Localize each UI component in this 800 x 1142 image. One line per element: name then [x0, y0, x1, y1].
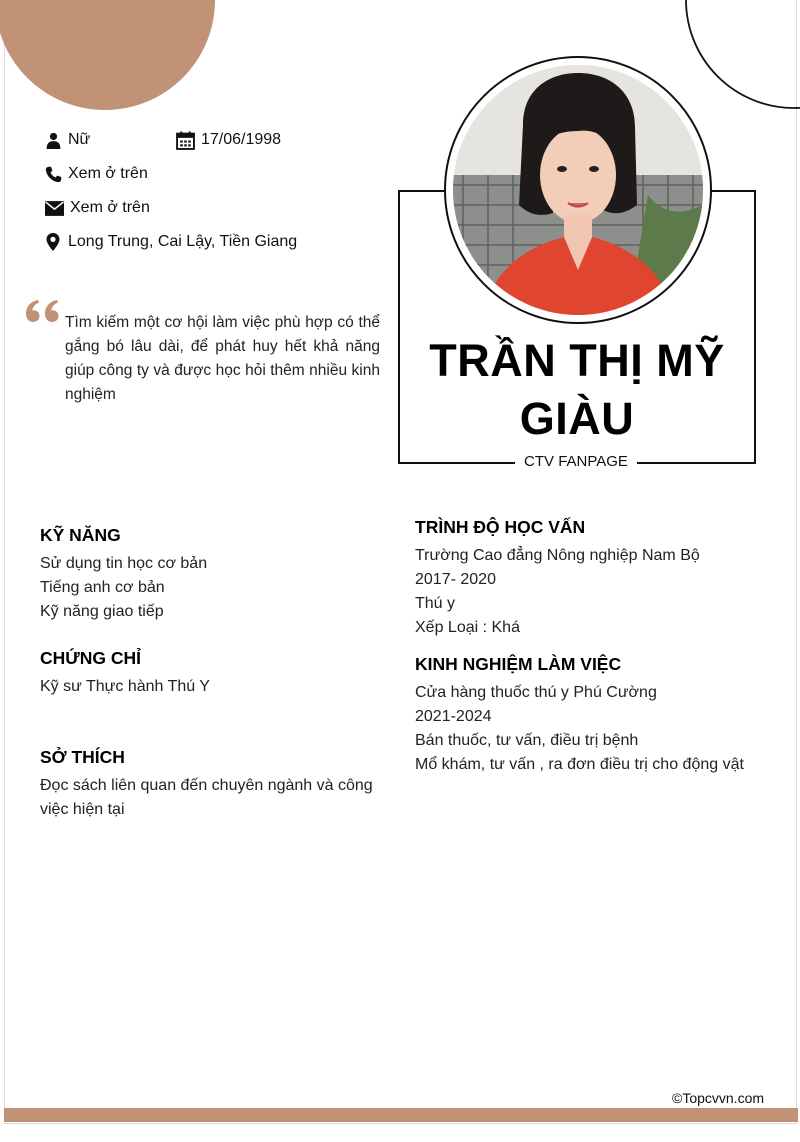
- person-icon: [44, 131, 62, 149]
- email-value: Xem ở trên: [70, 199, 150, 216]
- skill-item: Tiếng anh cơ bản: [40, 579, 165, 596]
- skills-title: KỸ NĂNG: [40, 525, 121, 545]
- hobbies-title: SỞ THÍCH: [40, 747, 125, 767]
- decorative-blob: [0, 0, 215, 110]
- education-item: Trường Cao đẳng Nông nghiệp Nam Bộ: [415, 547, 700, 564]
- birthday-row: [175, 129, 281, 151]
- address-row: [44, 231, 297, 253]
- gender-value: Nữ: [68, 131, 91, 148]
- certificate-item: Kỹ sư Thực hành Thú Y: [40, 678, 210, 695]
- skill-item: Sử dụng tin học cơ bản: [40, 555, 208, 572]
- address-value: Long Trung, Cai Lậy, Tiền Giang: [68, 233, 298, 250]
- hobby-item: việc hiện tại: [40, 801, 125, 818]
- experience-item: 2021-2024: [415, 708, 492, 725]
- name-line-2: GIÀU: [519, 393, 635, 444]
- career-objective: Tìm kiếm một cơ hội làm việc phù hợp có thể gắng bó lâu dài, để phát huy hết khả năng giúp công ty và được học hỏi thêm nhiều kinh nghiệm: [65, 314, 380, 403]
- candidate-name: [400, 332, 754, 448]
- phone-row: [44, 163, 148, 185]
- education-item: Xếp Loại : Khá: [415, 619, 520, 636]
- certificates-title: CHỨNG CHỈ: [40, 648, 142, 668]
- experience-item: Mổ khám, tư vấn , ra đơn điều trị cho động vật: [415, 756, 744, 773]
- quote-icon: [22, 290, 62, 330]
- envelope-icon: [44, 199, 64, 217]
- birthday-value: 17/06/1998: [201, 131, 282, 148]
- footer-bar: [4, 1108, 798, 1122]
- email-row: [44, 197, 150, 219]
- copyright-text: ©Topcvvn.com: [672, 1090, 765, 1106]
- decorative-circle: [684, 0, 800, 110]
- name-line-1: TRẦN THỊ MỸ: [429, 335, 725, 386]
- gender-row: [44, 129, 90, 151]
- job-position: CTV FANPAGE: [524, 453, 628, 470]
- experience-title: KINH NGHIỆM LÀM VIỆC: [415, 654, 622, 674]
- education-item: 2017- 2020: [415, 571, 496, 588]
- experience-item: Bán thuốc, tư vấn, điều trị bệnh: [415, 732, 639, 749]
- hobby-item: Đọc sách liên quan đến chuyên ngành và công: [40, 777, 373, 794]
- education-item: Thú y: [415, 595, 456, 612]
- avatar: [453, 65, 703, 315]
- location-pin-icon: [44, 233, 62, 251]
- phone-icon: [44, 165, 62, 183]
- phone-value: Xem ở trên: [68, 165, 148, 182]
- experience-item: Cửa hàng thuốc thú y Phú Cường: [415, 684, 657, 701]
- calendar-icon: [175, 131, 195, 149]
- skill-item: Kỹ năng giao tiếp: [40, 603, 164, 620]
- education-title: TRÌNH ĐỘ HỌC VẤN: [415, 517, 586, 537]
